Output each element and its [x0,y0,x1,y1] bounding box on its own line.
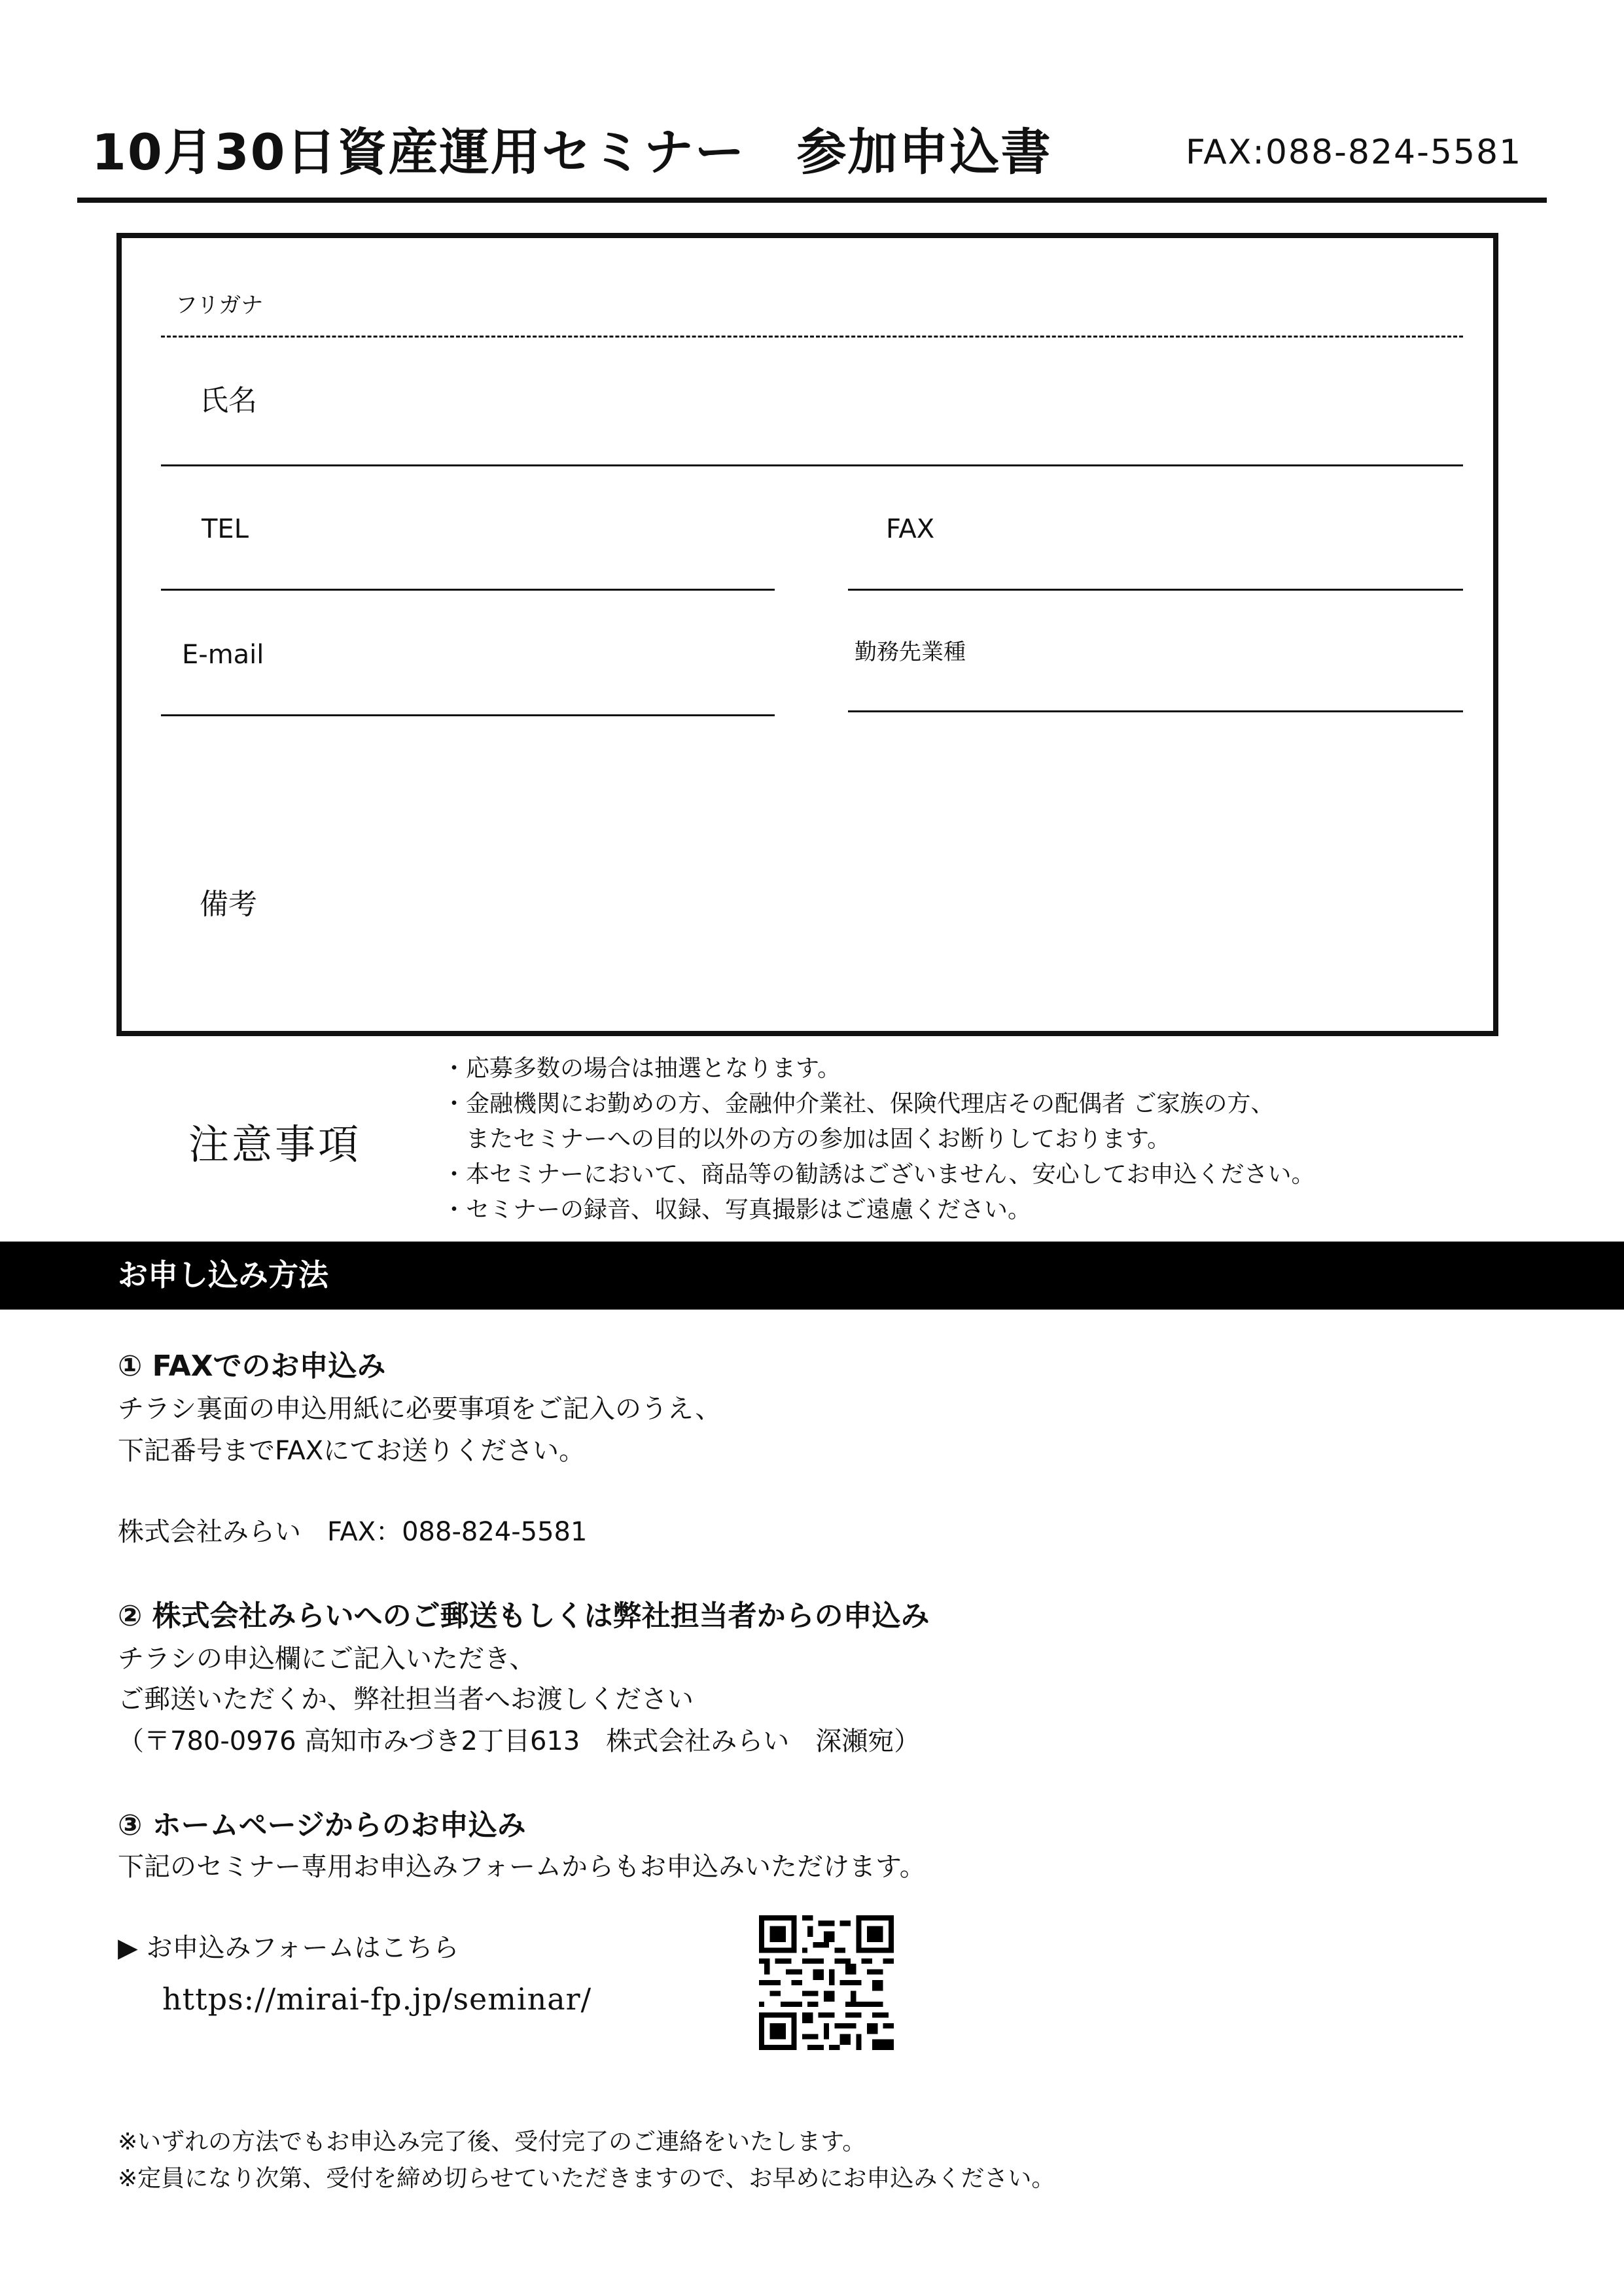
title-underline [77,198,1547,203]
note-item: ・本セミナーにおいて、商品等の勧誘はございません、安心してお申込ください。 [442,1161,1315,1188]
method3-line: 下記のセミナー専用お申込みフォームからもお申込みいただけます。 [118,1852,926,1882]
note-item: またセミナーへの目的以外の方の参加は固くお断りしております。 [442,1126,1171,1153]
name-input-line[interactable] [161,464,1463,466]
method2-line: ご郵送いただくか、弊社担当者へお渡しください [118,1684,694,1714]
fax-label: FAX [886,514,935,544]
qr-code-icon[interactable] [759,1915,894,2050]
page-title: 10月30日資産運用セミナー 参加申込書 [92,123,1052,181]
furigana-input-line[interactable] [161,336,1463,338]
footnote: ※定員になり次第、受付を締め切らせていただきますので、お早めにお申込みください。 [118,2165,1055,2192]
method1-line: 下記番号までFAXにてお送りください。 [118,1436,586,1466]
section-title: お申し込み方法 [118,1257,328,1293]
email-label: E-mail [182,640,264,670]
method2-heading: ② 株式会社みらいへのご郵送もしくは弊社担当者からの申込み [118,1599,930,1633]
method3-heading: ③ ホームページからのお申込み [118,1809,526,1842]
tel-input-line[interactable] [161,589,775,591]
name-label: 氏名 [200,384,257,417]
industry-label: 勤務先業種 [855,639,966,665]
company-fax: 株式会社みらい FAX：088-824-5581 [118,1517,588,1547]
remarks-label: 備考 [200,888,257,921]
form-url-link[interactable]: https://mirai-fp.jp/seminar/ [162,1981,592,2017]
form-link-label: ▶ お申込みフォームはこちら [118,1933,459,1963]
notes-title: 注意事項 [188,1121,362,1168]
method2-line: チラシの申込欄にご記入いただき、 [118,1644,536,1674]
method1-line: チラシ裏面の申込用紙に必要事項をご記入のうえ、 [118,1394,722,1424]
note-item: ・セミナーの録音、収録、写真撮影はご遠慮ください。 [442,1196,1032,1223]
method1-heading: ① FAXでのお申込み [118,1349,386,1383]
fax-input-line[interactable] [848,589,1463,591]
tel-label: TEL [202,514,249,544]
method2-address: （〒780-0976 高知市みづき2丁目613 株式会社みらい 深瀬宛） [118,1726,921,1756]
header-fax-number: FAX:088-824-5581 [1186,133,1523,172]
furigana-label: フリガナ [175,292,264,319]
note-item: ・応募多数の場合は抽選となります。 [442,1055,841,1082]
industry-input-line[interactable] [848,710,1463,712]
footnote: ※いずれの方法でもお申込み完了後、受付完了のご連絡をいたします。 [118,2129,866,2155]
email-input-line[interactable] [161,714,775,716]
remarks-area[interactable] [161,733,1463,1020]
note-item: ・金融機関にお勤めの方、金融仲介業社、保険代理店その配偶者 ご家族の方、 [442,1090,1275,1117]
